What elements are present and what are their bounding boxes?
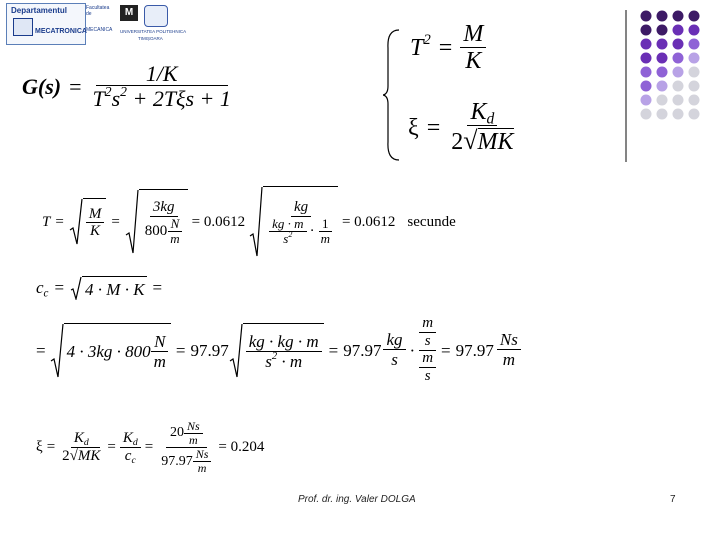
department-logo-icon [13, 18, 33, 36]
damping-ratio-result-equation: ξ = $\frac{K_d}{2√MK}$ = $\frac{K_d}{c_c}$ = 20 $\frac{Ns}{m}$ 97.97 $\frac{Ns}{m}$ = 0.204 [36, 419, 265, 475]
decorative-dot [657, 67, 668, 78]
decorative-dot [641, 67, 652, 78]
decorative-dot [673, 25, 684, 36]
decorative-dot [689, 95, 700, 106]
period-value-1: = 0.0612 [191, 213, 246, 230]
decorative-dot [657, 39, 668, 50]
period-squared-equation: $T^2$ = $\frac{M}{K}$ [410, 22, 486, 76]
period-unit: secunde [407, 213, 456, 230]
decorative-dot [689, 25, 700, 36]
decorative-dot-grid [620, 0, 720, 170]
decorative-dot [641, 95, 652, 106]
department-logo-mecatronica: MECATRONICA [35, 28, 87, 35]
transfer-function-denominator: $T^2s^2 + 2T\xi s + 1$ [92, 83, 231, 112]
decorative-dot [673, 109, 684, 120]
decorative-dot [673, 81, 684, 92]
damping-denominator: 2√MK [451, 126, 514, 156]
transfer-function-equation: G(s) = $\frac{1/K}{T^2s^2 + 2T\xi s + 1}$ [22, 62, 234, 111]
system-brace [383, 28, 403, 163]
decorative-dot [641, 109, 652, 120]
page-number: 7 [670, 494, 676, 505]
damping-numerator: $K_d$ [467, 100, 497, 126]
decorative-dot [673, 95, 684, 106]
sys-numerator-M: M [460, 22, 486, 48]
decorative-dot [673, 39, 684, 50]
transfer-function-lhs: G(s) [22, 73, 62, 99]
transfer-function-numerator: 1/K [96, 62, 228, 86]
department-logo [6, 3, 86, 45]
sys-denominator-K: K [465, 48, 482, 75]
decorative-dot [673, 11, 684, 22]
decorative-dot [689, 109, 700, 120]
university-logo [118, 3, 190, 43]
decorative-dot [657, 25, 668, 36]
footer-author: Prof. dr. ing. Valer DOLGA [298, 494, 416, 505]
faculty-logo-name: MECANICA [86, 27, 113, 33]
faculty-logo [86, 5, 116, 41]
decorative-dot [641, 39, 652, 50]
big-value-3: 97.97 [455, 340, 494, 360]
damping-ratio-result: = 0.204 [218, 439, 265, 456]
decorative-dot [689, 81, 700, 92]
university-crest-icon [144, 5, 168, 27]
decorative-dot [657, 81, 668, 92]
decorative-dot [657, 95, 668, 106]
decorative-dot [657, 109, 668, 120]
xi-symbol: ξ [36, 439, 43, 456]
decorative-dot [657, 53, 668, 64]
damping-symbol: ξ [408, 114, 419, 141]
period-calculation-equation: T = $\frac{M}{K}$ = 3kg 800 $\frac{N}{m}$ = 0.0612 kg $\frac{kg \cdot m}{s^2}$ · $\frac{1}{m}$ = 0.0612 secunde [42, 186, 456, 258]
decorative-dot [641, 53, 652, 64]
big-value-2: 97.97 [343, 340, 382, 360]
period-value-2: = 0.0612 [341, 213, 396, 230]
critical-damping-value-equation: = 4 · 3kg · 800 $\frac{N}{m}$ = 97.97 $\frac{kg \cdot kg \cdot m}{s^2 \cdot m}$ = 97.97 $\frac{kg}{s}$ · $\frac{\frac{m}{s}}{\frac{m}{s}}$ = 97.97 $\frac{Ns}{m}$ [36, 316, 521, 385]
decorative-dot [689, 11, 700, 22]
big-value-1: 97.97 [190, 340, 229, 360]
decorative-dot [657, 11, 668, 22]
transfer-function-fraction [90, 62, 234, 111]
critical-damping-radicand: 4 · M · K [82, 276, 147, 300]
decorative-dot [689, 39, 700, 50]
decorative-dot [641, 25, 652, 36]
faculty-logo-title: Facultatea de [86, 5, 110, 17]
decorative-dot [673, 53, 684, 64]
decorative-dot [673, 67, 684, 78]
decorative-dot [641, 11, 652, 22]
department-logo-title: Departamentul [11, 6, 68, 15]
critical-damping-equation: $c_c$ = 4 · M · K = [36, 278, 163, 300]
decorative-dot [689, 67, 700, 78]
critical-damping-lhs: $c_c$ [36, 278, 49, 300]
university-name: UNIVERSITATEA POLITEHNICA [120, 29, 187, 34]
university-logo-mark: M [120, 5, 138, 21]
decorative-dot [689, 53, 700, 64]
damping-ratio-equation: ξ = $\frac{K_d}{2√MK}$ [408, 100, 517, 157]
period-lhs: T [42, 213, 51, 230]
big-expr: 4 · 3kg · 800 [66, 342, 151, 361]
decorative-dot [641, 81, 652, 92]
university-city: TIMIȘOARA [138, 36, 163, 41]
